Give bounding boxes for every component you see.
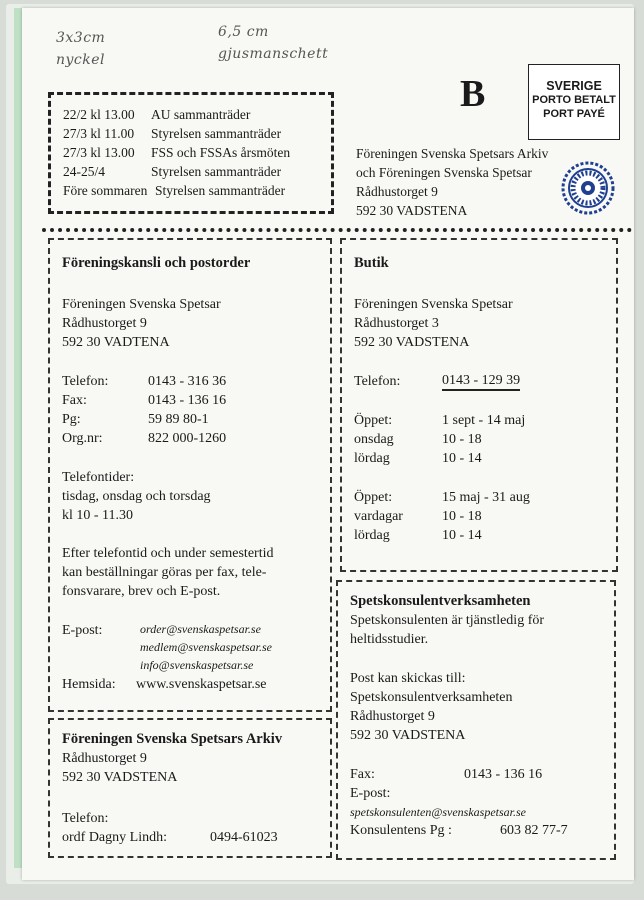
contact-label: Telefon: (62, 374, 109, 389)
contact-label: Fax: (62, 393, 87, 408)
contact-label: Org.nr: (62, 431, 103, 446)
meeting-event: Styrelsen sammanträder (155, 183, 286, 198)
handwritten-note-1 (56, 30, 105, 68)
stamp-line: PORTO BETALT (532, 94, 616, 106)
lace-rosette-logo-icon (560, 160, 616, 216)
sender-line: Föreningen Svenska Spetsars Arkiv (356, 146, 549, 161)
hours-value: 15 maj - 31 aug (442, 490, 530, 505)
address-line: Föreningen Svenska Spetsar (354, 297, 513, 312)
after-hours-text: kan beställningar göras per fax, tele- (62, 565, 267, 580)
hours-value: 10 - 18 (442, 509, 482, 524)
meeting-date: 22/2 kl 13.00 (63, 107, 135, 122)
hours-row (354, 488, 609, 507)
hours-title: Telefontider: (62, 470, 135, 485)
address-line: Föreningen Svenska Spetsar (62, 297, 221, 312)
after-hours-text: fonsvarare, brev och E-post. (62, 584, 221, 599)
web-label: Hemsida: (62, 677, 116, 692)
contact-row (62, 410, 327, 429)
contact-name: ordf Dagny Lindh: (62, 830, 167, 845)
handwritten-text: 6,5 cm (218, 24, 269, 40)
stamp-line: PORT PAYÉ (543, 108, 605, 120)
section-title: Spetskonsulentverksamheten (350, 593, 531, 609)
email-link[interactable]: spetskonsulenten@svenskaspetsar.se (350, 805, 527, 819)
email-label: E-post: (62, 623, 103, 638)
hours-label: Öppet: (354, 490, 393, 505)
handwritten-note-2 (218, 24, 328, 62)
document-page (22, 8, 634, 880)
hours-value: 1 sept - 14 maj (442, 413, 526, 428)
stamp-line: SVERIGE (546, 79, 602, 93)
contact-value: 0143 - 136 16 (148, 393, 227, 408)
hours-time: kl 10 - 11.30 (62, 508, 134, 523)
postage-stamp (528, 64, 620, 140)
phone-label: Telefon: (354, 374, 401, 389)
contact-row (62, 372, 327, 391)
hours-row (354, 430, 609, 449)
butik-box (340, 238, 618, 572)
post-label: Post kan skickas till: (350, 671, 466, 686)
address-line: Spetskonsulentverksamheten (350, 690, 513, 705)
meeting-event: Styrelsen sammanträder (151, 126, 282, 141)
sender-line: 592 30 VADSTENA (356, 203, 468, 218)
hours-value: 10 - 14 (442, 528, 482, 543)
section-title: Föreningskansli och postorder (62, 255, 251, 271)
meeting-event: Styrelsen sammanträder (151, 164, 282, 179)
contact-value: 822 000-1260 (148, 431, 227, 446)
contact-value: 59 89 80-1 (148, 412, 209, 427)
phone-label: Telefon: (62, 811, 109, 826)
email-label: E-post: (350, 786, 391, 801)
address-line: Rådhustorget 9 (62, 316, 147, 331)
kansli-box (48, 238, 332, 712)
handwritten-text: nyckel (56, 52, 106, 68)
meeting-date: 24-25/4 (63, 164, 105, 179)
sender-line: och Föreningen Svenska Spetsar (356, 165, 532, 180)
meeting-date: 27/3 kl 11.00 (63, 126, 135, 141)
email-link[interactable]: info@svenskaspetsar.se (140, 658, 254, 672)
section-title: Föreningen Svenska Spetsars Arkiv (62, 731, 283, 747)
fax-number: 0143 - 136 16 (464, 767, 543, 782)
address-line: Rådhustorget 9 (350, 709, 435, 724)
meeting-date: 27/3 kl 13.00 (63, 145, 135, 160)
address-line: 592 30 VADSTENA (62, 770, 178, 785)
email-link[interactable]: medlem@svenskaspetsar.se (140, 640, 273, 654)
hours-label: lördag (354, 528, 390, 543)
hours-value: 10 - 18 (442, 432, 482, 447)
after-hours-text: Efter telefontid och under semestertid (62, 546, 274, 561)
email-link[interactable]: order@svenskaspetsar.se (140, 622, 261, 636)
meeting-date: Före sommaren (63, 183, 148, 198)
description-text: Spetskonsulenten är tjänstledig för (350, 613, 545, 628)
pg-number: 603 82 77-7 (500, 823, 568, 838)
phone-number: 0143 - 129 39 (442, 372, 520, 391)
hours-label: lördag (354, 451, 390, 466)
mail-code: B (460, 73, 486, 115)
hours-days: tisdag, onsdag och torsdag (62, 489, 211, 504)
dotted-separator (42, 228, 632, 232)
hours-label: vardagar (354, 509, 403, 524)
hours-label: Öppet: (354, 413, 393, 428)
fax-label: Fax: (350, 767, 375, 782)
handwritten-text: 3x3cm (56, 30, 106, 46)
phone-number: 0494-61023 (210, 830, 278, 845)
description-text: heltidsstudier. (350, 632, 429, 647)
hours-value: 10 - 14 (442, 451, 482, 466)
address-line: 592 30 VADSTENA (354, 335, 470, 350)
section-title: Butik (354, 255, 389, 271)
address-line: Rådhustorget 9 (62, 751, 147, 766)
arkiv-box (48, 718, 332, 858)
meetings-box (48, 92, 334, 214)
konsulent-box (336, 580, 616, 860)
meeting-event: AU sammanträder (151, 107, 251, 122)
hours-row (354, 411, 609, 430)
sender-address (356, 144, 548, 220)
contact-row (62, 429, 327, 448)
hours-row (354, 449, 609, 468)
hours-label: onsdag (354, 432, 394, 447)
contact-value: 0143 - 316 36 (148, 374, 227, 389)
sender-line: Rådhustorget 9 (356, 184, 438, 199)
address-line: 592 30 VADSTENA (350, 728, 466, 743)
website-link[interactable]: www.svenskaspetsar.se (136, 677, 267, 692)
meeting-event: FSS och FSSAs årsmöten (151, 145, 291, 160)
contact-label: Pg: (62, 412, 81, 427)
address-line: 592 30 VADTENA (62, 335, 170, 350)
hours-row (354, 507, 609, 526)
contact-row (62, 391, 327, 410)
pg-label: Konsulentens Pg : (350, 823, 452, 838)
handwritten-text: gjusmanschett (218, 46, 329, 62)
address-line: Rådhustorget 3 (354, 316, 439, 331)
hours-row (354, 526, 609, 545)
